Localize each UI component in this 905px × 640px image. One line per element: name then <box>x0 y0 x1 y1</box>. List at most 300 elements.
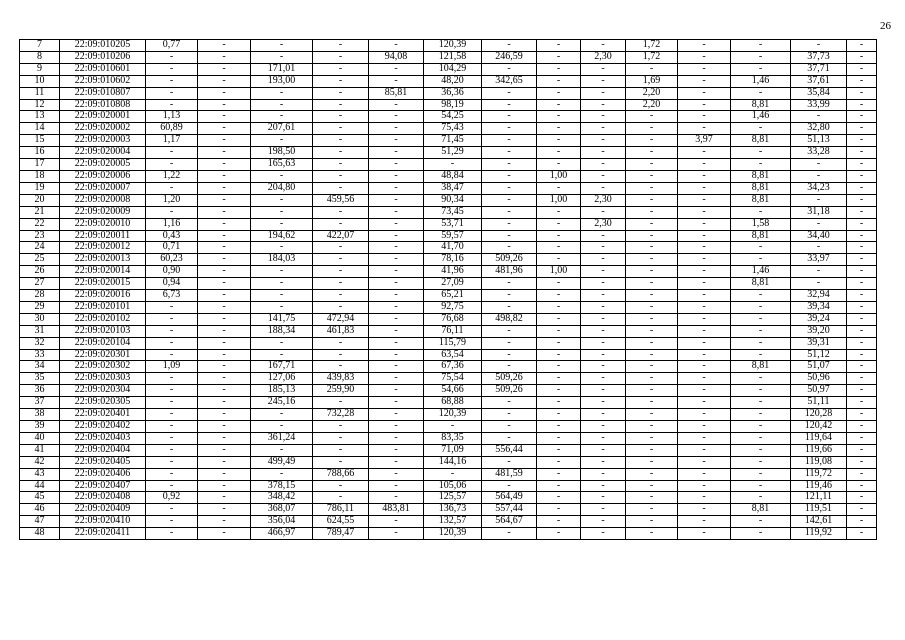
table-cell: - <box>369 63 424 75</box>
table-cell: - <box>537 111 581 123</box>
table-cell: 85,81 <box>369 87 424 99</box>
table-cell: - <box>482 480 537 492</box>
table-cell: - <box>537 51 581 63</box>
table-cell: - <box>731 397 791 409</box>
table-cell: - <box>482 456 537 468</box>
table-cell: - <box>369 432 424 444</box>
table-cell: 22:09:020303 <box>60 373 146 385</box>
table-cell: 368,07 <box>251 504 313 516</box>
table-cell: - <box>198 206 251 218</box>
table-cell: - <box>678 87 731 99</box>
table-row <box>20 492 877 504</box>
table-cell: 22:09:020013 <box>60 254 146 266</box>
table-row <box>20 290 877 302</box>
table-cell: 15 <box>20 135 60 147</box>
table-cell: - <box>198 301 251 313</box>
table-cell: - <box>791 218 847 230</box>
table-cell: - <box>731 421 791 433</box>
table-row <box>20 409 877 421</box>
table-cell: 38 <box>20 409 60 421</box>
table-cell: - <box>369 325 424 337</box>
table-cell: 11 <box>20 87 60 99</box>
table-cell: - <box>847 242 877 254</box>
table-cell: - <box>198 40 251 52</box>
table-cell: - <box>369 361 424 373</box>
table-cell: - <box>369 456 424 468</box>
table-cell: - <box>731 147 791 159</box>
table-cell: 2,30 <box>581 51 626 63</box>
table-cell: 125,57 <box>424 492 482 504</box>
table-cell: - <box>791 242 847 254</box>
table-cell: - <box>581 75 626 87</box>
table-cell: - <box>146 432 198 444</box>
table-cell: - <box>537 349 581 361</box>
table-cell: - <box>626 301 678 313</box>
table-cell: - <box>537 385 581 397</box>
table-cell: - <box>731 159 791 171</box>
table-cell: - <box>198 135 251 147</box>
table-cell: - <box>791 194 847 206</box>
table-row <box>20 63 877 75</box>
table-cell: - <box>537 63 581 75</box>
table-cell: - <box>678 361 731 373</box>
table-row <box>20 504 877 516</box>
table-cell: - <box>626 266 678 278</box>
table-cell: - <box>537 242 581 254</box>
table-cell: 22:09:020407 <box>60 480 146 492</box>
table-cell: - <box>482 337 537 349</box>
table-cell: - <box>731 456 791 468</box>
table-cell: 39,34 <box>791 301 847 313</box>
table-cell: - <box>313 349 369 361</box>
table-cell: 119,92 <box>791 528 847 540</box>
table-cell: - <box>537 444 581 456</box>
table-cell: 356,04 <box>251 516 313 528</box>
table-cell: 22:09:020012 <box>60 242 146 254</box>
table-cell: - <box>537 468 581 480</box>
table-cell: 51,07 <box>791 361 847 373</box>
table-cell: - <box>313 218 369 230</box>
table-cell: - <box>369 468 424 480</box>
table-row <box>20 325 877 337</box>
table-cell: - <box>198 63 251 75</box>
table-cell: 119,66 <box>791 444 847 456</box>
table-cell: 22:09:020301 <box>60 349 146 361</box>
table-cell: 22:09:020004 <box>60 147 146 159</box>
table-cell: - <box>369 421 424 433</box>
table-cell: 22:09:020409 <box>60 504 146 516</box>
table-cell: 119,08 <box>791 456 847 468</box>
table-cell: 1,58 <box>731 218 791 230</box>
table-cell: - <box>731 313 791 325</box>
table-cell: - <box>198 492 251 504</box>
table-cell: - <box>198 480 251 492</box>
table-cell: 732,28 <box>313 409 369 421</box>
table-cell: - <box>847 421 877 433</box>
table-cell: 8,81 <box>731 99 791 111</box>
table-cell: 8,81 <box>731 135 791 147</box>
table-cell: - <box>678 51 731 63</box>
table-cell: - <box>369 218 424 230</box>
table-cell: - <box>678 421 731 433</box>
table-cell: 22:09:020408 <box>60 492 146 504</box>
table-cell: - <box>482 432 537 444</box>
table-cell: - <box>678 218 731 230</box>
table-cell: - <box>626 373 678 385</box>
table-cell: 37,61 <box>791 75 847 87</box>
table-cell: - <box>198 290 251 302</box>
table-cell: 119,51 <box>791 504 847 516</box>
table-cell: - <box>847 504 877 516</box>
table-cell: - <box>678 99 731 111</box>
table-cell: 33,28 <box>791 147 847 159</box>
table-cell: 27,09 <box>424 278 482 290</box>
table-cell: - <box>537 123 581 135</box>
table-cell: - <box>581 337 626 349</box>
table-row <box>20 111 877 123</box>
table-row <box>20 266 877 278</box>
table-cell: 22:09:020001 <box>60 111 146 123</box>
table-row <box>20 480 877 492</box>
table-cell: - <box>146 147 198 159</box>
table-cell: - <box>537 432 581 444</box>
table-cell: 120,28 <box>791 409 847 421</box>
table-cell: - <box>731 468 791 480</box>
table-cell: - <box>847 456 877 468</box>
table-cell: 120,39 <box>424 409 482 421</box>
table-cell: - <box>198 147 251 159</box>
table-cell: - <box>626 492 678 504</box>
table-cell: - <box>537 99 581 111</box>
table-cell: - <box>313 278 369 290</box>
table-cell: - <box>146 456 198 468</box>
table-cell: - <box>678 278 731 290</box>
table-cell: - <box>369 373 424 385</box>
table-cell: 22 <box>20 218 60 230</box>
table-cell: 120,39 <box>424 528 482 540</box>
table-row <box>20 349 877 361</box>
table-cell: - <box>198 349 251 361</box>
table-cell: - <box>847 468 877 480</box>
table-cell: - <box>251 99 313 111</box>
table-cell: - <box>482 349 537 361</box>
table-cell: 142,61 <box>791 516 847 528</box>
table-cell: - <box>369 170 424 182</box>
table-cell: - <box>537 421 581 433</box>
table-row <box>20 278 877 290</box>
table-cell: - <box>581 87 626 99</box>
table-cell: 68,88 <box>424 397 482 409</box>
table-cell: 41,70 <box>424 242 482 254</box>
table-cell: 60,23 <box>146 254 198 266</box>
table-row <box>20 254 877 266</box>
table-cell: - <box>198 468 251 480</box>
table-cell: 22:09:020014 <box>60 266 146 278</box>
table-cell: - <box>678 504 731 516</box>
table-cell: - <box>424 421 482 433</box>
table-row <box>20 51 877 63</box>
table-cell: 127,06 <box>251 373 313 385</box>
table-cell: - <box>313 361 369 373</box>
table-row <box>20 385 877 397</box>
table-row <box>20 444 877 456</box>
table-cell: - <box>847 516 877 528</box>
table-cell: 472,94 <box>313 313 369 325</box>
table-row <box>20 456 877 468</box>
table-row <box>20 361 877 373</box>
table-cell: 41,96 <box>424 266 482 278</box>
table-cell: - <box>731 480 791 492</box>
table-cell: 0,92 <box>146 492 198 504</box>
table-cell: - <box>626 349 678 361</box>
table-row <box>20 313 877 325</box>
table-cell: - <box>791 159 847 171</box>
table-cell: - <box>847 432 877 444</box>
table-cell: 22:09:020305 <box>60 397 146 409</box>
table-cell: - <box>537 313 581 325</box>
table-cell: - <box>626 230 678 242</box>
table-cell: 75,54 <box>424 373 482 385</box>
table-cell: 42 <box>20 456 60 468</box>
table-cell: - <box>482 159 537 171</box>
table-cell: - <box>146 516 198 528</box>
table-cell: - <box>581 349 626 361</box>
table-cell: - <box>369 397 424 409</box>
table-cell: - <box>581 266 626 278</box>
table-cell: - <box>313 432 369 444</box>
table-cell: 119,46 <box>791 480 847 492</box>
table-cell: - <box>847 159 877 171</box>
table-cell: - <box>537 254 581 266</box>
table-cell: 624,55 <box>313 516 369 528</box>
table-cell: 90,34 <box>424 194 482 206</box>
table-cell: - <box>251 278 313 290</box>
table-cell: - <box>791 170 847 182</box>
table-cell: 48,20 <box>424 75 482 87</box>
table-cell: - <box>251 290 313 302</box>
table-cell: - <box>626 397 678 409</box>
table-cell: - <box>146 504 198 516</box>
table-cell: - <box>847 349 877 361</box>
table-cell: - <box>251 266 313 278</box>
table-cell: - <box>537 373 581 385</box>
table-cell: 245,16 <box>251 397 313 409</box>
table-cell: - <box>482 361 537 373</box>
table-cell: - <box>146 385 198 397</box>
table-cell: - <box>626 480 678 492</box>
table-cell: 54,25 <box>424 111 482 123</box>
table-row <box>20 337 877 349</box>
table-cell: 1,46 <box>731 75 791 87</box>
table-cell: - <box>731 385 791 397</box>
table-cell: 53,71 <box>424 218 482 230</box>
table-cell: 71,45 <box>424 135 482 147</box>
table-cell: 54,66 <box>424 385 482 397</box>
table-cell: - <box>847 492 877 504</box>
table-cell: 22:09:020101 <box>60 301 146 313</box>
table-cell: 165,63 <box>251 159 313 171</box>
table-cell: - <box>581 206 626 218</box>
table-cell: 22:09:020104 <box>60 337 146 349</box>
table-cell: - <box>731 40 791 52</box>
table-cell: - <box>482 528 537 540</box>
table-cell: - <box>626 456 678 468</box>
table-cell: 51,11 <box>791 397 847 409</box>
table-cell: - <box>369 75 424 87</box>
table-cell: 481,96 <box>482 266 537 278</box>
table-cell: 22:09:020404 <box>60 444 146 456</box>
table-cell: - <box>369 254 424 266</box>
table-cell: 37,71 <box>791 63 847 75</box>
table-cell: 786,11 <box>313 504 369 516</box>
table-cell: 246,59 <box>482 51 537 63</box>
table-cell: 167,71 <box>251 361 313 373</box>
table-cell: - <box>678 266 731 278</box>
table-cell: - <box>198 385 251 397</box>
table-cell: - <box>537 147 581 159</box>
table-cell: 38,47 <box>424 182 482 194</box>
table-cell: - <box>581 468 626 480</box>
table-cell: 22:09:020008 <box>60 194 146 206</box>
table-cell: 39,24 <box>791 313 847 325</box>
table-cell: - <box>482 325 537 337</box>
table-cell: - <box>847 409 877 421</box>
table-cell: - <box>482 87 537 99</box>
table-cell: - <box>847 290 877 302</box>
table-cell: - <box>369 313 424 325</box>
table-cell: - <box>537 516 581 528</box>
table-cell: 76,68 <box>424 313 482 325</box>
table-cell: 50,97 <box>791 385 847 397</box>
table-cell: 23 <box>20 230 60 242</box>
table-cell: - <box>626 290 678 302</box>
table-cell: - <box>198 516 251 528</box>
table-cell: - <box>537 409 581 421</box>
table-cell: - <box>847 170 877 182</box>
table-cell: 1,00 <box>537 170 581 182</box>
table-cell: - <box>482 301 537 313</box>
table-cell: - <box>626 218 678 230</box>
table-cell: 71,09 <box>424 444 482 456</box>
table-cell: - <box>731 301 791 313</box>
table-cell: - <box>731 516 791 528</box>
table-cell: - <box>146 63 198 75</box>
table-cell: - <box>313 480 369 492</box>
table-cell: 22:09:020006 <box>60 170 146 182</box>
table-cell: - <box>198 444 251 456</box>
table-cell: 461,83 <box>313 325 369 337</box>
table-cell: 48,84 <box>424 170 482 182</box>
table-cell: - <box>731 254 791 266</box>
table-cell: - <box>581 99 626 111</box>
table-cell: - <box>537 135 581 147</box>
table-cell: - <box>146 480 198 492</box>
table-cell: - <box>626 468 678 480</box>
table-cell: 115,79 <box>424 337 482 349</box>
table-cell: 120,39 <box>424 40 482 52</box>
table-cell: 46 <box>20 504 60 516</box>
table-cell: - <box>581 421 626 433</box>
table-cell: - <box>482 135 537 147</box>
table-cell: 422,07 <box>313 230 369 242</box>
table-cell: - <box>369 301 424 313</box>
table-cell: - <box>847 194 877 206</box>
table-cell: 76,11 <box>424 325 482 337</box>
table-cell: - <box>537 397 581 409</box>
table-cell: 509,26 <box>482 254 537 266</box>
table-cell: - <box>198 432 251 444</box>
table-cell: 34,23 <box>791 182 847 194</box>
table-cell: 14 <box>20 123 60 135</box>
table-cell: 1,46 <box>731 111 791 123</box>
table-cell: - <box>313 301 369 313</box>
table-cell: - <box>198 111 251 123</box>
table-cell: - <box>482 409 537 421</box>
table-cell: - <box>313 290 369 302</box>
table-cell: - <box>581 290 626 302</box>
table-row <box>20 147 877 159</box>
table-cell: - <box>581 432 626 444</box>
table-cell: - <box>369 182 424 194</box>
table-row <box>20 170 877 182</box>
table-cell: 35,84 <box>791 87 847 99</box>
table-cell: 342,65 <box>482 75 537 87</box>
table-cell: - <box>369 409 424 421</box>
table-cell: 207,61 <box>251 123 313 135</box>
page-number: 26 <box>880 20 891 32</box>
table-cell: - <box>678 40 731 52</box>
table-cell: - <box>678 516 731 528</box>
table-cell: - <box>791 278 847 290</box>
table-cell: 39,31 <box>791 337 847 349</box>
table-cell: 22:09:010206 <box>60 51 146 63</box>
table-cell: - <box>482 242 537 254</box>
table-cell: - <box>482 147 537 159</box>
table-cell: - <box>731 123 791 135</box>
table-cell: 1,20 <box>146 194 198 206</box>
table-cell: 20 <box>20 194 60 206</box>
table-cell: 361,24 <box>251 432 313 444</box>
table-cell: - <box>731 444 791 456</box>
table-cell: - <box>626 111 678 123</box>
table-cell: - <box>626 278 678 290</box>
table-cell: 22:09:020403 <box>60 432 146 444</box>
table-cell: 8,81 <box>731 170 791 182</box>
table-cell: 8,81 <box>731 230 791 242</box>
table-cell: - <box>198 87 251 99</box>
table-cell: 119,72 <box>791 468 847 480</box>
table-cell: - <box>313 147 369 159</box>
table-cell: - <box>581 480 626 492</box>
table-cell: 22:09:010205 <box>60 40 146 52</box>
table-cell: - <box>251 135 313 147</box>
table-cell: 98,19 <box>424 99 482 111</box>
table-cell: - <box>198 159 251 171</box>
table-cell: 2,30 <box>581 218 626 230</box>
table-cell: 141,75 <box>251 313 313 325</box>
table-cell: 144,16 <box>424 456 482 468</box>
table-cell: - <box>146 75 198 87</box>
table-cell: - <box>198 230 251 242</box>
table-cell: - <box>847 313 877 325</box>
table-cell: 2,20 <box>626 87 678 99</box>
table-cell: 22:09:020010 <box>60 218 146 230</box>
table-cell: 22:09:020003 <box>60 135 146 147</box>
table-cell: - <box>537 301 581 313</box>
table-cell: - <box>313 254 369 266</box>
table-cell: - <box>847 266 877 278</box>
table-cell: 18 <box>20 170 60 182</box>
